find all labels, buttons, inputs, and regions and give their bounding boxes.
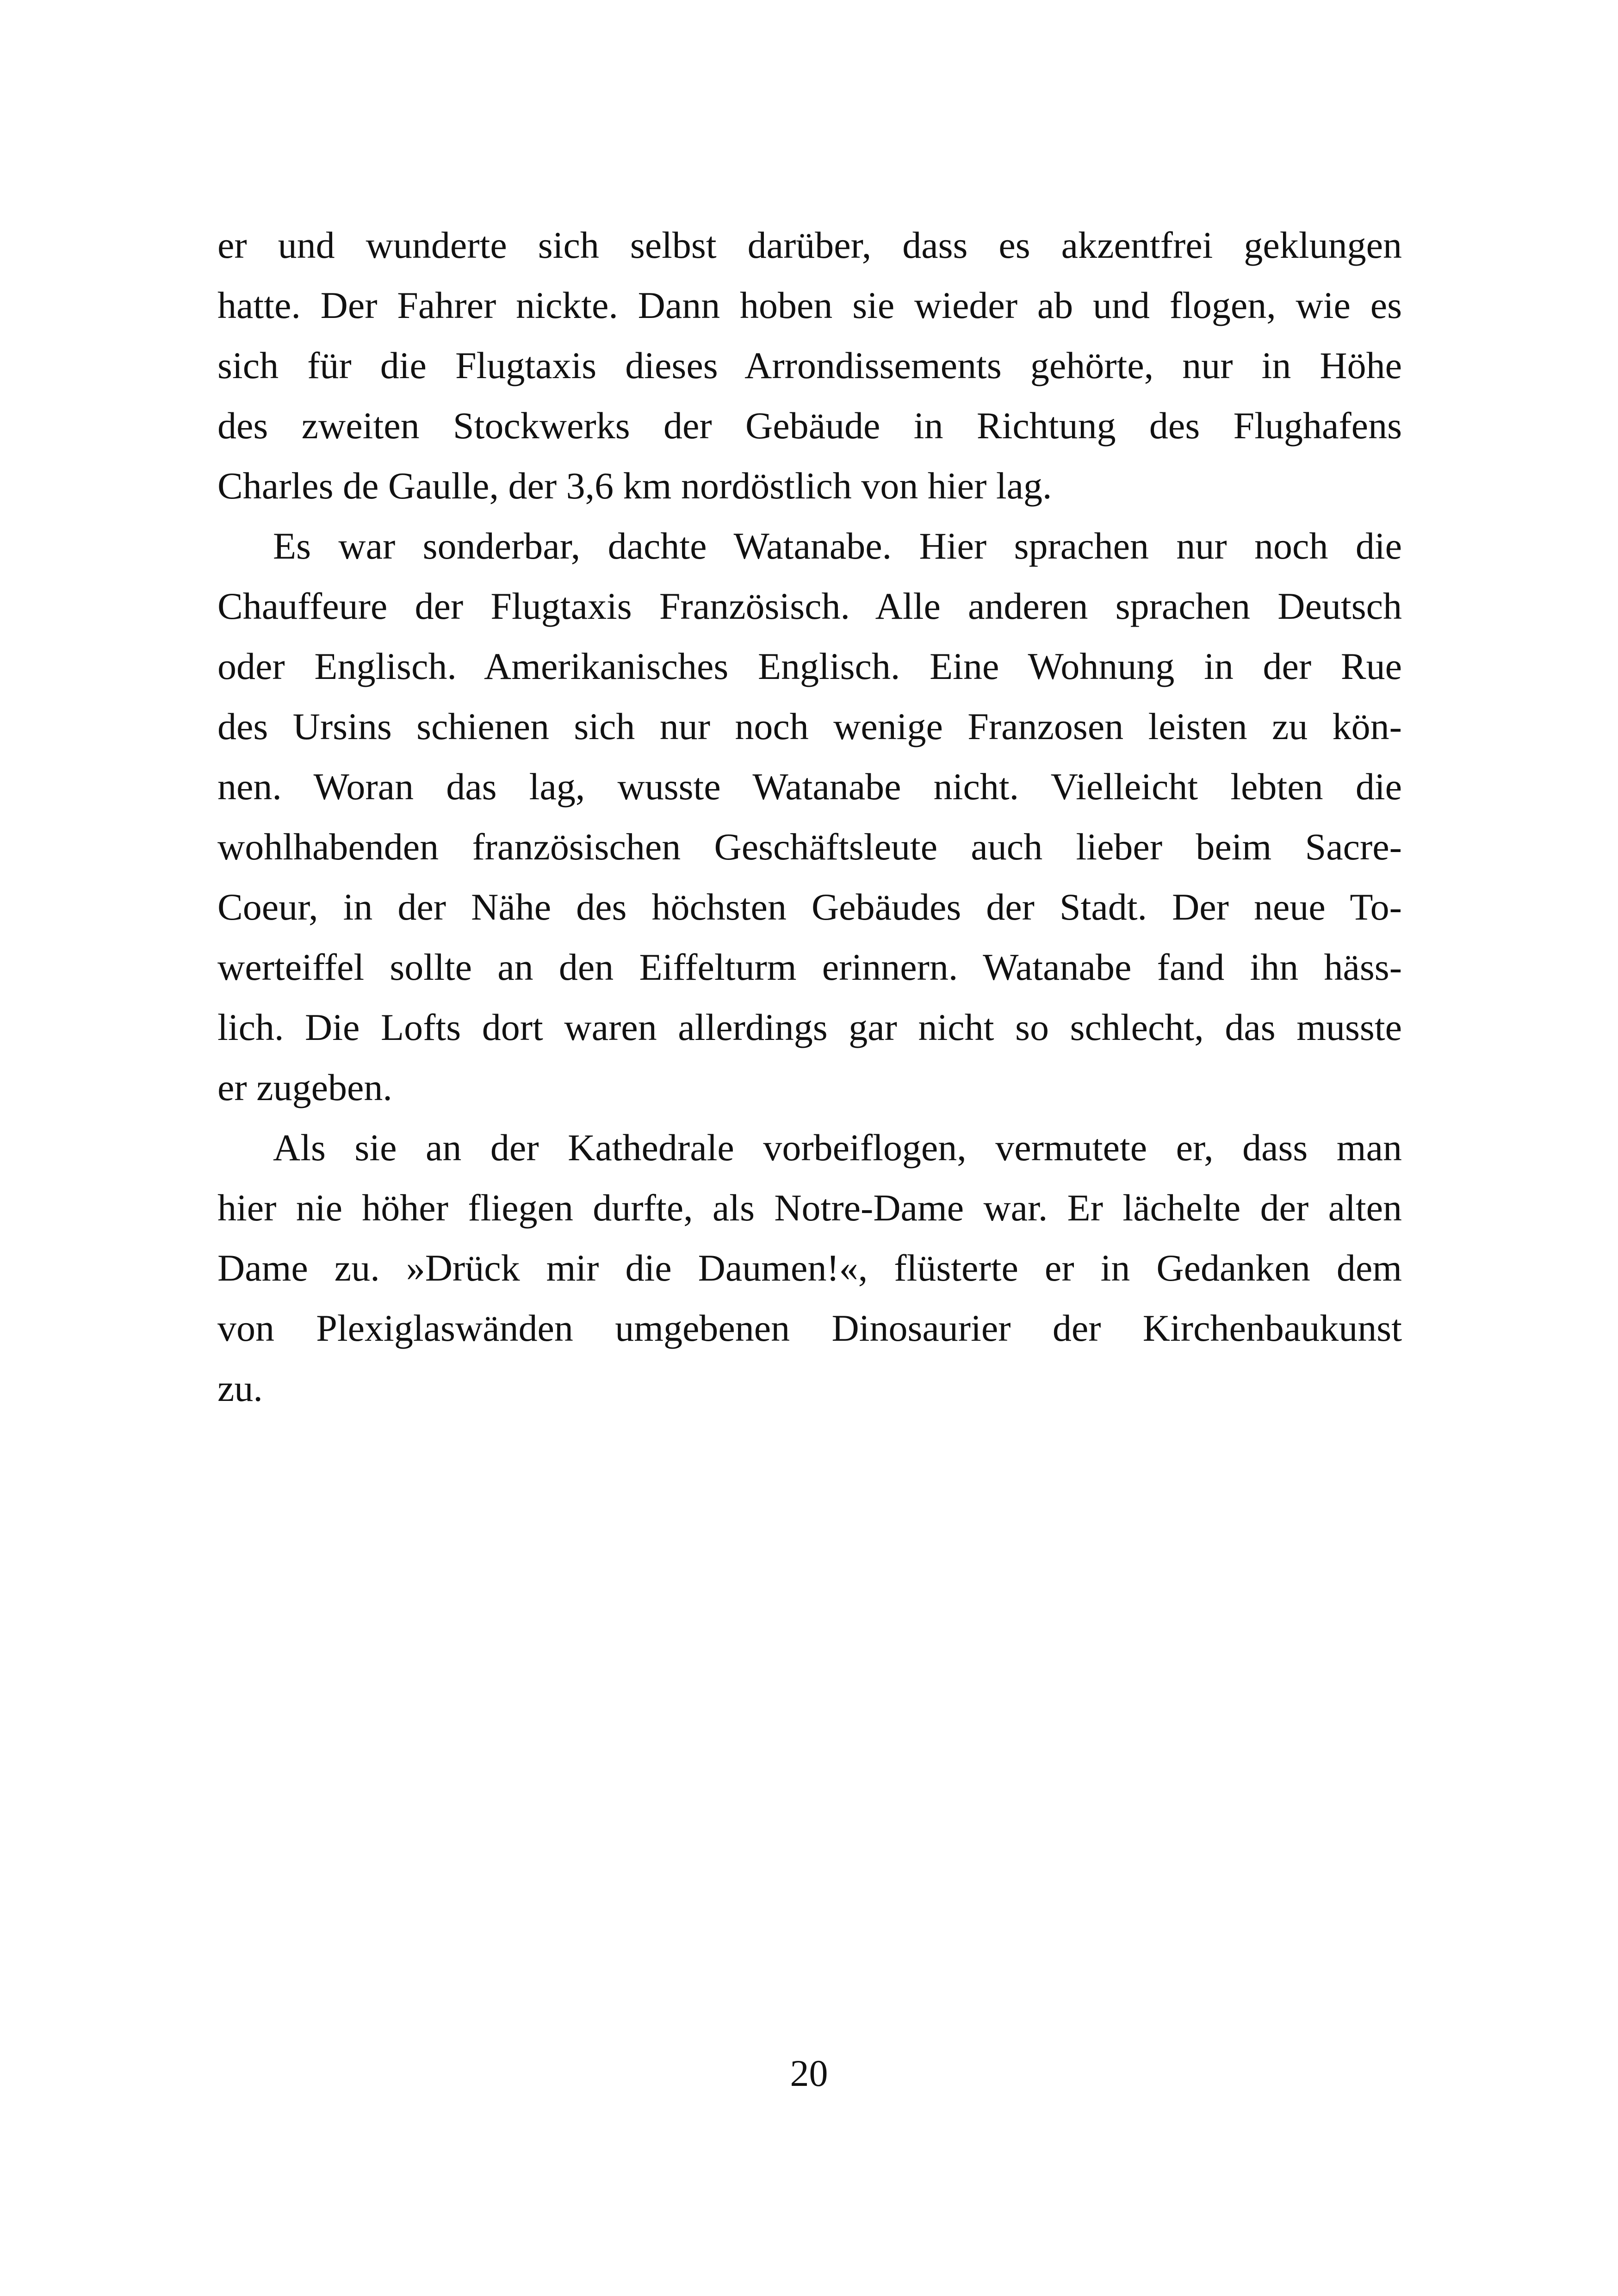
text-line: nen. Woran das lag, wusste Watanabe nicht. Vielleicht lebten die xyxy=(217,765,1402,808)
text-line: Chauffeure der Flugtaxis Französisch. Alle anderen sprachen Deutsch xyxy=(217,585,1402,627)
text-line: hatte. Der Fahrer nickte. Dann hoben sie wieder ab und flogen, wie es xyxy=(217,284,1402,326)
body-text xyxy=(217,215,1402,1419)
text-line: Charles de Gaulle, der 3,6 km nordöstlich von hier lag. xyxy=(217,465,1052,507)
text-line: von Plexiglaswänden umgebenen Dinosaurier der Kirchenbaukunst xyxy=(217,1307,1402,1349)
page-number: 20 xyxy=(790,2052,828,2094)
text-line: lich. Die Lofts dort waren allerdings gar nicht so schlecht, das musste xyxy=(217,1006,1402,1048)
text-line: wohlhabenden französischen Geschäftsleute auch lieber beim Sacre- xyxy=(217,826,1402,868)
text-line: hier nie höher fliegen durfte, als Notre-Dame war. Er lächelte der alten xyxy=(217,1187,1402,1229)
text-line: Coeur, in der Nähe des höchsten Gebäudes der Stadt. Der neue To- xyxy=(217,886,1402,928)
text-line: Es war sonderbar, dachte Watanabe. Hier sprachen nur noch die xyxy=(273,525,1402,567)
text-line: oder Englisch. Amerikanisches Englisch. Eine Wohnung in der Rue xyxy=(217,645,1402,687)
text-line: zu. xyxy=(217,1367,263,1409)
text-line: Als sie an der Kathedrale vorbeiflogen, vermutete er, dass man xyxy=(273,1126,1402,1169)
text-line: werteiffel sollte an den Eiffelturm erinnern. Watanabe fand ihn häss- xyxy=(217,946,1402,988)
text-line: sich für die Flugtaxis dieses Arrondissements gehörte, nur in Höhe xyxy=(217,344,1402,386)
text-line: er und wunderte sich selbst darüber, dass es akzentfrei geklungen xyxy=(217,224,1402,266)
text-line: er zugeben. xyxy=(217,1066,392,1108)
text-line: des zweiten Stockwerks der Gebäude in Richtung des Flughafens xyxy=(217,404,1402,447)
text-line: des Ursins schienen sich nur noch wenige Franzosen leisten zu kön- xyxy=(217,705,1402,747)
text-line: Dame zu. »Drück mir die Daumen!«, flüsterte er in Gedanken dem xyxy=(217,1247,1402,1289)
